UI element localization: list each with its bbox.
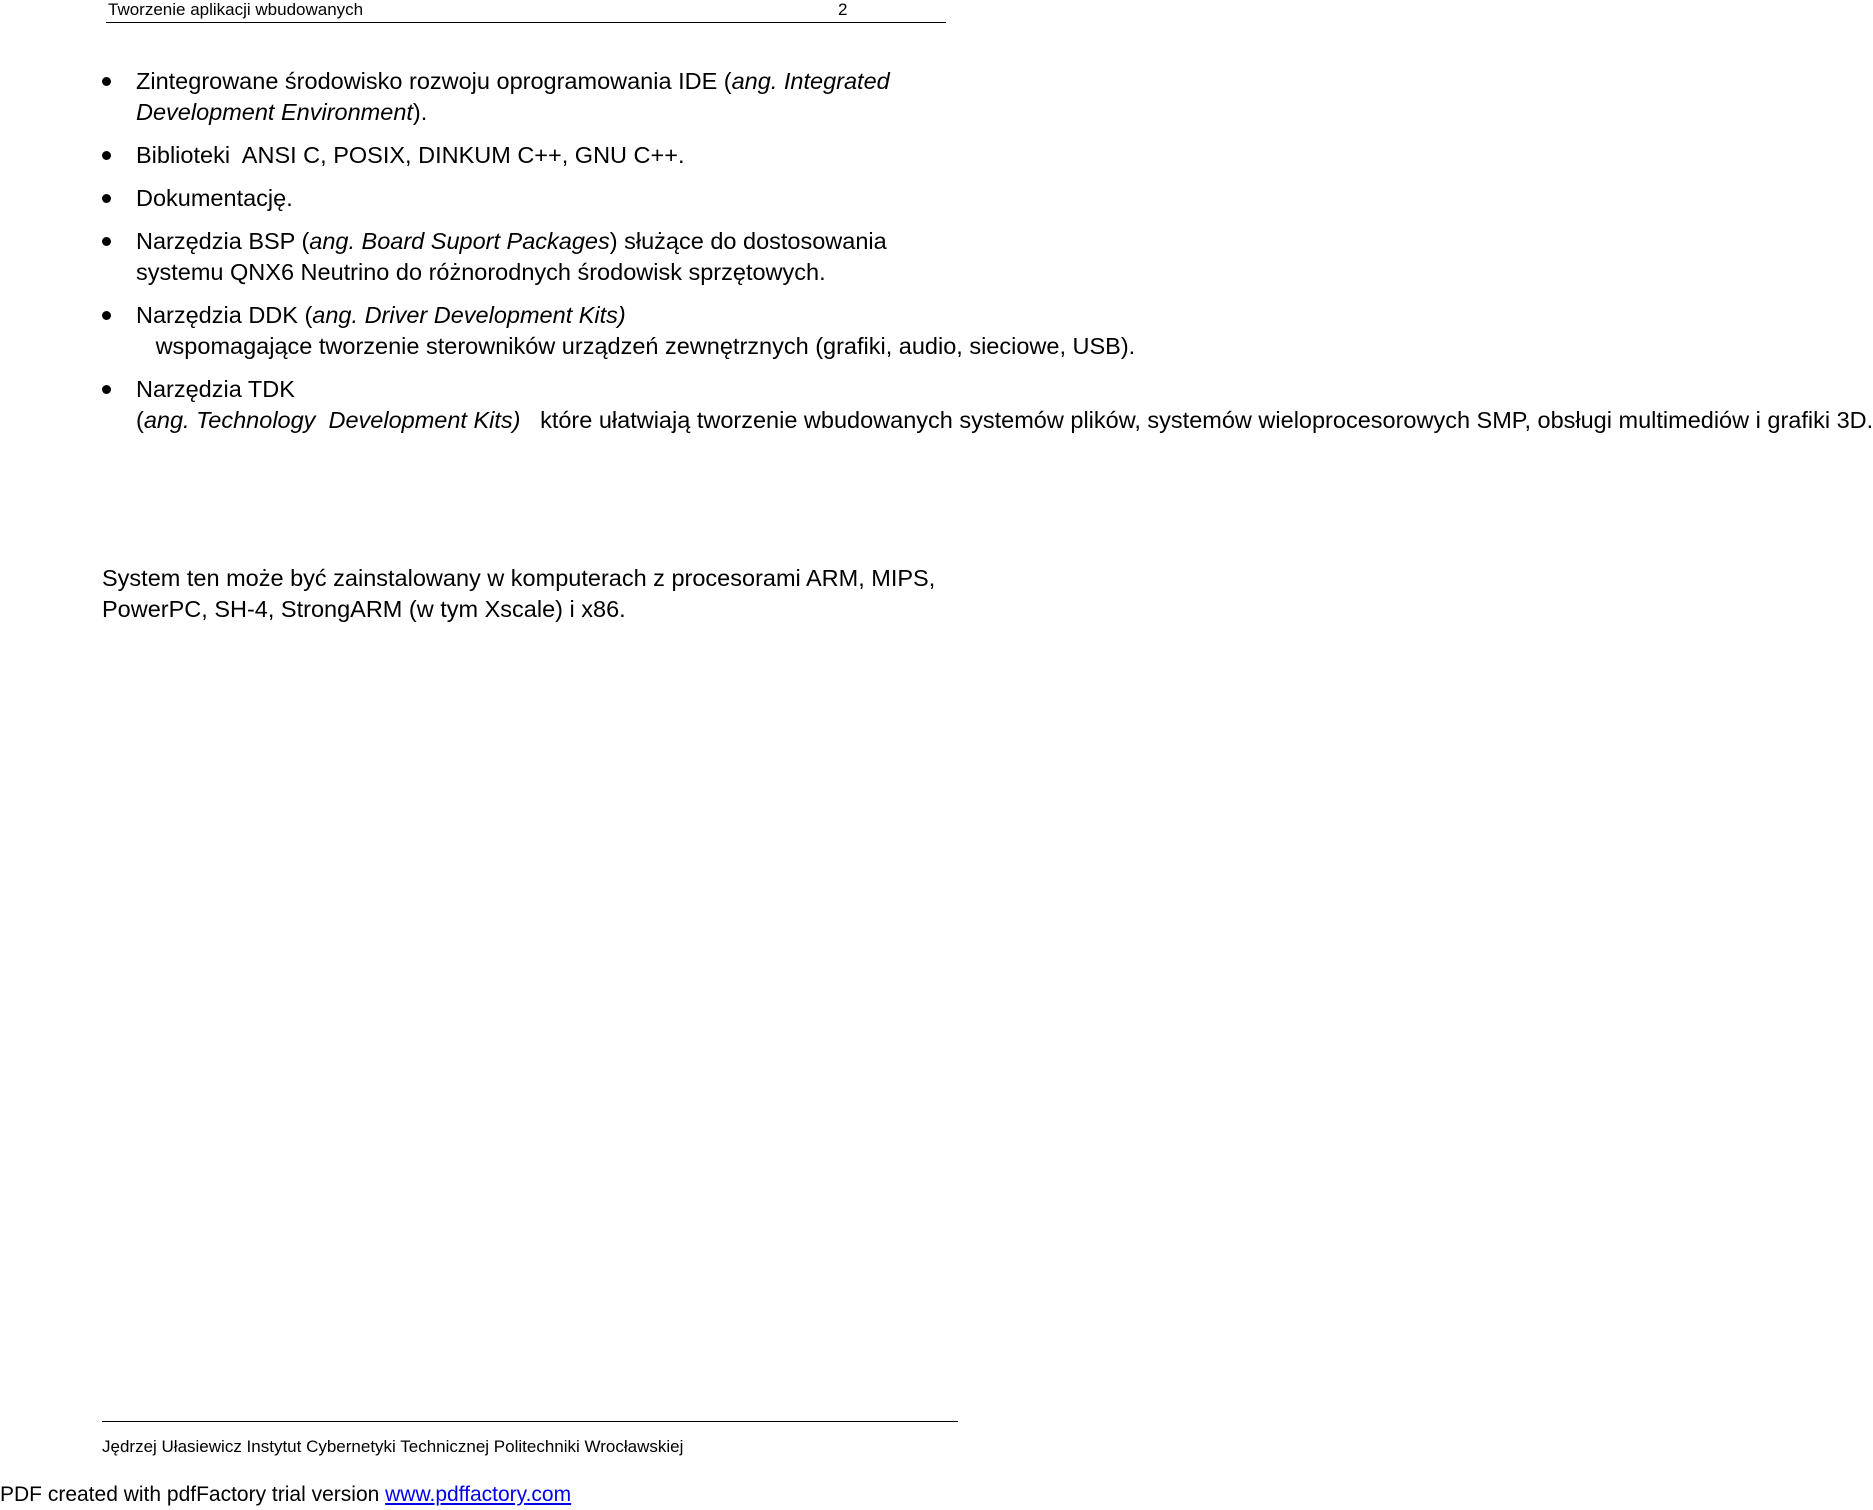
pdf-notice-text: PDF created with pdfFactory trial version <box>0 1483 386 1506</box>
item-italic-text: ang. Technology Development Kits) <box>143 407 521 433</box>
item-text-end: wspomagające tworzenie sterowników urządzeń zewnętrznych (grafiki, audio, sieciowe, USB). <box>136 333 1136 359</box>
item-italic-text: ang. Integrated Development Environment <box>136 68 890 125</box>
item-text-end: ) służące do dostosowania systemu QNX6 Neutrino do różnorodnych środowisk sprzętowych. <box>136 228 887 285</box>
list-item-ide <box>100 66 950 128</box>
footer-divider <box>102 1421 958 1422</box>
page-number: 2 <box>838 0 848 19</box>
list-item-tdk <box>100 374 1873 436</box>
item-text: Narzędzia TDK ( <box>136 376 295 433</box>
bullet-icon <box>102 194 111 203</box>
item-italic-text: ang. Driver Development Kits) <box>312 302 626 328</box>
list-item-libraries <box>100 140 950 171</box>
list-item-ddk <box>100 300 1136 362</box>
bullet-icon <box>102 77 111 86</box>
list-item-bsp <box>100 226 950 288</box>
item-text: Narzędzia DDK ( <box>136 302 313 328</box>
item-text: Dokumentację. <box>136 185 293 211</box>
pdffactory-link[interactable]: www.pdffactory.com <box>385 1483 572 1506</box>
item-text: Narzędzia BSP ( <box>136 228 310 254</box>
item-text-end: ). <box>412 99 428 125</box>
header-title: Tworzenie aplikacji wbudowanych <box>108 0 364 19</box>
item-text-end: które ułatwiają tworzenie wbudowanych systemów plików, systemów wieloprocesorowych SMP, obsługi multimediów i grafiki 3D. <box>520 407 1873 433</box>
footer-author: Jędrzej Ułasiewicz Instytut Cybernetyki Technicznej Politechniki Wrocławskiej <box>102 1437 684 1456</box>
list-item-documentation <box>100 183 950 214</box>
bullet-icon <box>102 311 111 320</box>
feature-list <box>100 66 1873 448</box>
bullet-icon <box>102 151 111 160</box>
bullet-icon <box>102 237 111 246</box>
running-header <box>106 0 946 23</box>
summary-paragraph: System ten może być zainstalowany w komputerach z procesorami ARM, MIPS, PowerPC, SH-4, StrongARM (w tym Xscale) i x86. <box>102 565 936 622</box>
item-italic-text: ang. Board Suport Packages <box>309 228 610 254</box>
pdf-notice <box>0 1482 571 1508</box>
bullet-icon <box>102 385 111 394</box>
item-text: Biblioteki ANSI C, POSIX, DINKUM C++, GNU C++. <box>136 142 685 168</box>
item-text: Zintegrowane środowisko rozwoju oprogramowania IDE ( <box>136 68 732 94</box>
